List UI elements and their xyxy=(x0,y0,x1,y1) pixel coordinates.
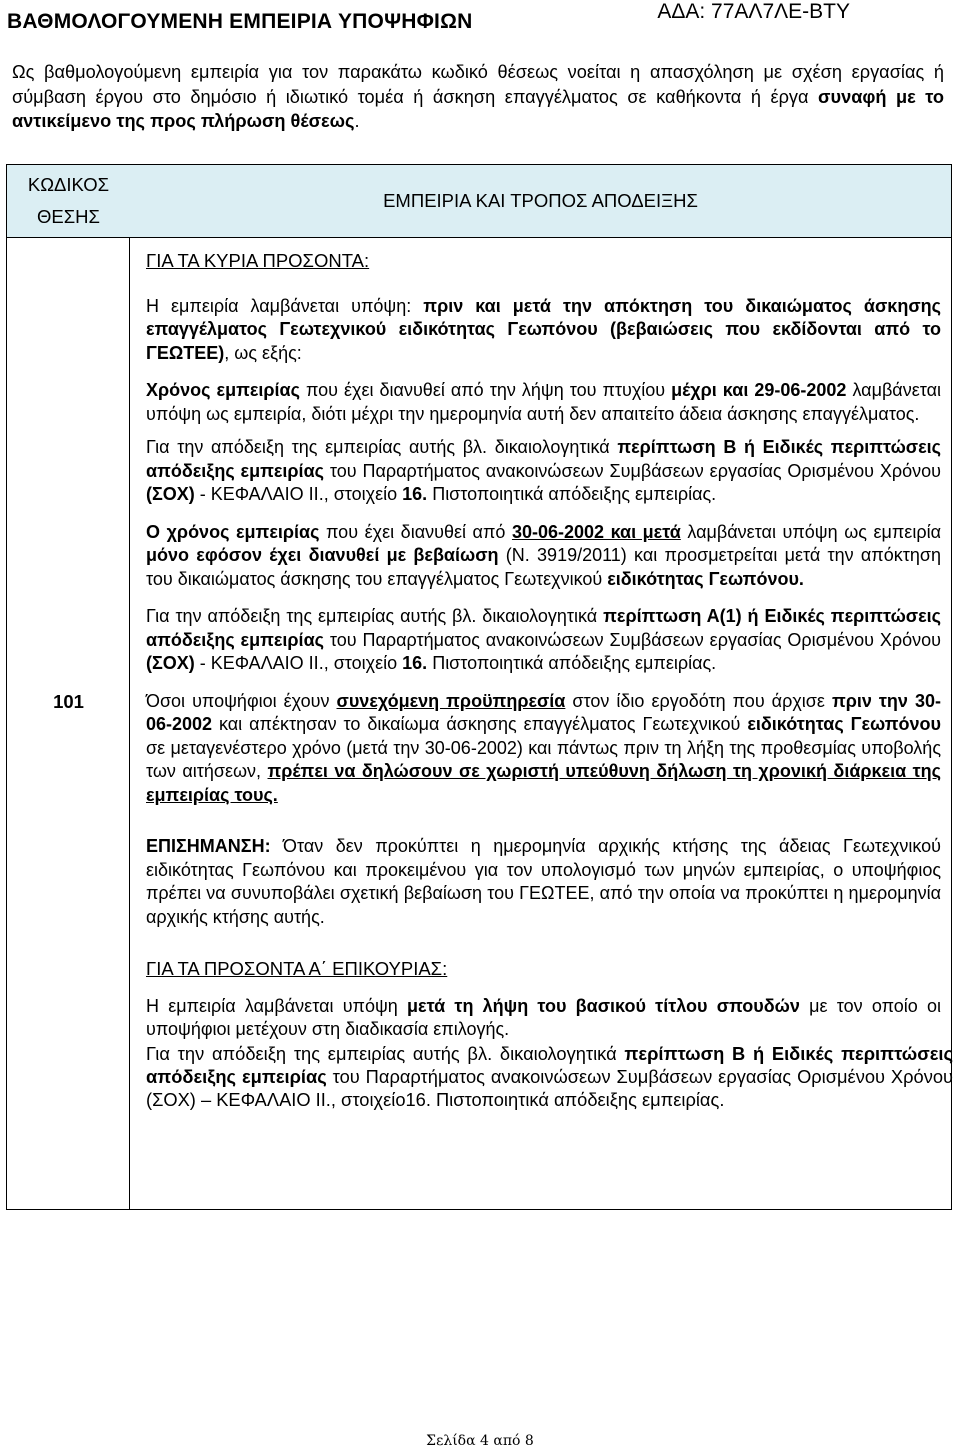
p3-text-1: Για την απόδειξη της εμπειρίας αυτής βλ. δικαιολογητικά xyxy=(146,437,618,457)
p7-text-1: Η εμπειρία λαμβάνεται υπόψη xyxy=(146,995,408,1016)
note-label: ΕΠΙΣΗΜΑΝΣΗ: xyxy=(146,836,271,856)
experience-table xyxy=(6,164,952,1210)
p4-text-2: λαμβάνεται υπόψη ως εμπειρία xyxy=(680,521,941,542)
ada-code: ΑΔΑ: 77ΑΛ7ΛΕ-ΒΤΥ xyxy=(657,0,850,23)
p3-text-4: Πιστοποιητικά απόδειξης εμπειρίας. xyxy=(427,484,717,504)
p7-text-2: με τον οποίο οι υποψήφιοι μετέχουν στη διαδικασία επιλογής. xyxy=(146,995,941,1039)
intro-text: Ως βαθμολογούμενη εμπειρία για τον παρακάτω κωδικό θέσεως νοείται η απασχόληση με σχέση εργασίας ή σύμβαση έργου στο δημόσιο ή ιδιωτικό τομέα ή άσκηση επαγγέλματος σε καθήκοντα ή έργα xyxy=(12,62,944,107)
paragraph-1 xyxy=(146,295,941,366)
p1-text: Η εμπειρία λαμβάνεται υπόψη: xyxy=(146,295,424,316)
p5-bold-3: 16. xyxy=(402,653,428,673)
p7-bold: μετά τη λήψη του βασικού τίτλου σπουδών xyxy=(407,995,800,1016)
aux-qualifications-heading: ΓΙΑ ΤΑ ΠΡΟΣΟΝΤΑ Α΄ ΕΠΙΚΟΥΡΙΑΣ: xyxy=(146,958,448,979)
experience-header xyxy=(130,165,951,238)
p2-text-1: που έχει διανυθεί από την λήψη του πτυχίου xyxy=(299,380,672,400)
p2-bold-2: μέχρι και 29-06-2002 xyxy=(671,380,847,400)
p5-bold-1: περίπτωση Α(1) ή Ειδικές περιπτώσεις απόδειξης εμπειρίας xyxy=(146,606,941,650)
p8-text-1: Για την απόδειξη της εμπειρίας αυτής βλ. δικαιολογητικά xyxy=(146,1042,625,1064)
p4-text-1: που έχει διανυθεί από xyxy=(319,521,512,542)
p2-text-2: λαμβάνεται υπόψη ως εμπειρία, διότι μέχρι την ημερομηνία αυτή δεν απαιτείτο άδεια άσκησης επαγγέλματος. xyxy=(146,380,941,424)
code-header-line-1: ΚΩΔΙΚΟΣ xyxy=(27,174,110,195)
experience-body xyxy=(146,249,953,1111)
p6-underlined-2: πρέπει να δηλώσουν σε χωριστή υπεύθυνη δήλωση τη χρονική διάρκεια της εμπειρίας τους. xyxy=(146,761,941,805)
p8-bold: περίπτωση Β ή Ειδικές περιπτώσεις απόδειξης εμπειρίας xyxy=(146,1042,953,1087)
p2-bold-1: Χρόνος εμπειρίας xyxy=(146,380,300,400)
p3-text-3: - ΚΕΦΑΛΑΙΟ ΙΙ., στοιχείο xyxy=(194,484,403,504)
p6-bold-2: ειδικότητας Γεωπόνου xyxy=(747,714,941,734)
note-text: Όταν δεν προκύπτει η ημερομηνία αρχικής κτήσης της άδειας Γεωτεχνικού ειδικότητας Γεωπόνου και προκειμένου για τον υπολογισμό των μηνών εμπειρίας, ο υποψήφιος πρέπει να συνυποβάλει σχετική βεβαίωση του ΓΕΩΤΕΕ, από την οποία να προκύπτει η ημερομηνία αρχικής κτήσης αυτής. xyxy=(146,836,941,927)
intro-bold: συναφή με το αντικείμενο της προς πλήρωση θέσεως xyxy=(12,86,944,131)
p5-text-1: Για την απόδειξη της εμπειρίας αυτής βλ. δικαιολογητικά xyxy=(146,606,604,626)
p8-text-2: του Παραρτήματος ανακοινώσεων Συμβάσεων εργασίας Ορισμένου Χρόνου (ΣΟΧ) – ΚΕΦΑΛΑΙΟ ΙΙ., στοιχείο16. Πιστοποιητικά απόδειξης εμπειρίας. xyxy=(146,1065,953,1110)
code-column xyxy=(7,165,130,1209)
p3-text-2: του Παραρτήματος ανακοινώσεων Συμβάσεων εργασίας Ορισμένου Χρόνου xyxy=(324,460,941,481)
p5-text-2: του Παραρτήματος ανακοινώσεων Συμβάσεων εργασίας Ορισμένου Χρόνου xyxy=(324,629,941,650)
p5-text-4: Πιστοποιητικά απόδειξης εμπειρίας. xyxy=(427,653,717,673)
note-paragraph xyxy=(146,835,941,929)
intro-paragraph xyxy=(12,60,944,134)
code-header-line-2: ΘΕΣΗΣ xyxy=(37,206,100,227)
main-qualifications-heading: ΓΙΑ ΤΑ ΚΥΡΙΑ ΠΡΟΣΟΝΤΑ: xyxy=(146,250,370,271)
p4-bold-3: ειδικότητας Γεωπόνου. xyxy=(607,568,804,589)
intro-end: . xyxy=(354,111,360,131)
p5-bold-2: (ΣΟΧ) xyxy=(146,653,195,673)
p1-bold: πριν και μετά την απόκτηση του δικαιώματος άσκησης επαγγέλματος Γεωτεχνικού ειδικότητας Γεωπόνου (βεβαιώσεις που εκδίδονται από το ΓΕΩΤΕΕ) xyxy=(146,295,942,363)
p4-bold-2: μόνο εφόσον έχει διανυθεί με βεβαίωση xyxy=(146,545,499,565)
paragraph-2 xyxy=(146,379,941,426)
p6-underlined-1: συνεχόμενη προϋπηρεσία xyxy=(336,690,566,711)
p3-bold-1: περίπτωση Β ή Ειδικές περιπτώσεις απόδειξης εμπειρίας xyxy=(146,437,941,481)
document-title: ΒΑΘΜΟΛΟΓΟΥΜΕΝΗ ΕΜΠΕΙΡΙΑ ΥΠΟΨΗΦΙΩΝ xyxy=(7,10,473,33)
p3-bold-2: (ΣΟΧ) xyxy=(146,484,195,504)
experience-header-text: ΕΜΠΕΙΡΙΑ ΚΑΙ ΤΡΟΠΟΣ ΑΠΟΔΕΙΞΗΣ xyxy=(383,190,698,211)
p1-end: , ως εξής: xyxy=(224,342,302,363)
paragraph-3 xyxy=(146,436,941,507)
paragraph-6 xyxy=(146,690,941,808)
p6-text-4: σε μεταγενέστερο χρόνο (μετά την 30-06-2002) και πάντως πριν τη λήξη της προθεσμίας υποβολής των αιτήσεων, xyxy=(146,737,941,781)
paragraph-5 xyxy=(146,605,941,676)
paragraph-7 xyxy=(146,995,941,1042)
p6-text-2: στον ίδιο εργοδότη που άρχισε xyxy=(565,690,832,711)
p6-text-3: και απέκτησαν το δικαίωμα άσκησης επαγγέλματος Γεωτεχνικού xyxy=(212,714,748,734)
p4-bold-1: Ο χρόνος εμπειρίας xyxy=(146,521,320,542)
p3-bold-3: 16. xyxy=(402,484,428,504)
p6-bold-1: πριν την 30-06-2002 xyxy=(146,690,941,734)
paragraph-4 xyxy=(146,521,941,592)
p4-underlined: 30-06-2002 και μετά xyxy=(511,521,681,542)
position-code: 101 xyxy=(53,691,84,712)
p5-text-3: - ΚΕΦΑΛΑΙΟ ΙΙ., στοιχείο xyxy=(194,653,403,673)
page-number: Σελίδα 4 από 8 xyxy=(426,1433,534,1449)
code-header xyxy=(7,165,130,238)
p4-text-3: (Ν. 3919/2011) και προσμετρείται μετά την απόκτηση του δικαιώματος άσκησης του επαγγέλματος Γεωτεχνικού xyxy=(146,545,941,589)
paragraph-8 xyxy=(146,1042,953,1111)
p6-text-1: Όσοι υποψήφιοι έχουν xyxy=(146,690,337,711)
